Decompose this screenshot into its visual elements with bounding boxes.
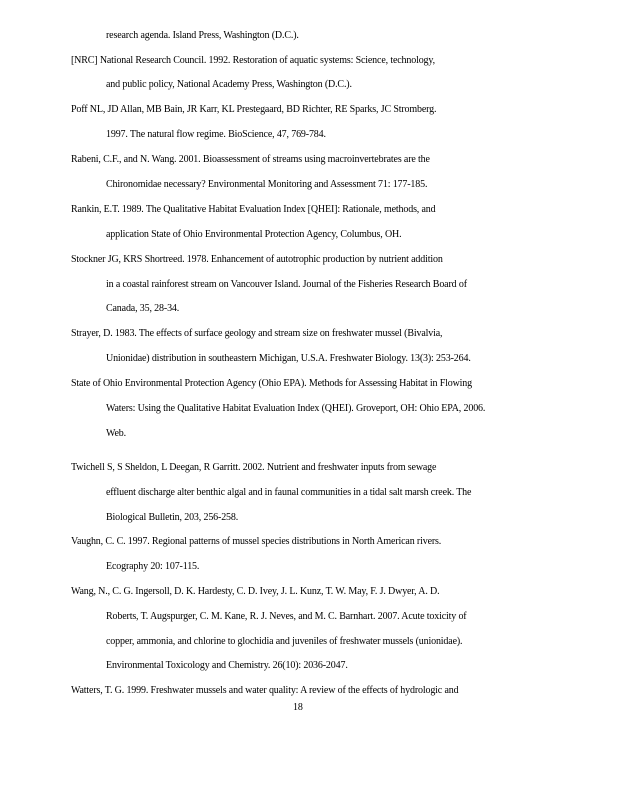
reference-line: Waters: Using the Qualitative Habitat Evaluation Index (QHEI). Groveport, OH: Ohio EPA, 2006. bbox=[106, 403, 486, 414]
reference-line: Rankin, E.T. 1989. The Qualitative Habitat Evaluation Index [QHEI]: Rationale, methods, and bbox=[71, 204, 436, 215]
reference-line: State of Ohio Environmental Protection Agency (Ohio EPA). Methods for Assessing Habitat in Flowing bbox=[71, 378, 473, 389]
reference-line: Biological Bulletin, 203, 256-258. bbox=[106, 512, 239, 523]
reference-line: Roberts, T. Augspurger, C. M. Kane, R. J. Neves, and M. C. Barnhart. 2007. Acute toxicity of bbox=[106, 611, 467, 622]
reference-line: in a coastal rainforest stream on Vancouver Island. Journal of the Fisheries Research Board of bbox=[106, 279, 467, 290]
reference-line: Poff NL, JD Allan, MB Bain, JR Karr, KL Prestegaard, BD Richter, RE Sparks, JC Stromberg. bbox=[71, 104, 437, 115]
reference-line: Vaughn, C. C. 1997. Regional patterns of mussel species distributions in North American rivers. bbox=[71, 536, 442, 547]
reference-line: 1997. The natural flow regime. BioScience, 47, 769-784. bbox=[106, 129, 326, 140]
reference-line: and public policy, National Academy Press, Washington (D.C.). bbox=[106, 79, 352, 90]
reference-line: effluent discharge alter benthic algal and in faunal communities in a tidal salt marsh creek. The bbox=[106, 487, 472, 498]
reference-line: Wang, N., C. G. Ingersoll, D. K. Hardesty, C. D. Ivey, J. L. Kunz, T. W. May, F. J. Dwyer, A. D. bbox=[71, 586, 440, 597]
reference-line: Environmental Toxicology and Chemistry. 26(10): 2036-2047. bbox=[106, 660, 348, 671]
reference-line: Twichell S, S Sheldon, L Deegan, R Garritt. 2002. Nutrient and freshwater inputs from sewage bbox=[71, 462, 437, 473]
reference-line: [NRC] National Research Council. 1992. Restoration of aquatic systems: Science, technology, bbox=[71, 55, 435, 66]
page-number: 18 bbox=[293, 702, 303, 713]
reference-line: Web. bbox=[106, 428, 126, 439]
reference-line: research agenda. Island Press, Washington (D.C.). bbox=[106, 30, 299, 41]
reference-line: Watters, T. G. 1999. Freshwater mussels and water quality: A review of the effects of hydrologic and bbox=[71, 685, 459, 696]
reference-line: Rabeni, C.F., and N. Wang. 2001. Bioassessment of streams using macroinvertebrates are the bbox=[71, 154, 430, 165]
reference-line: Strayer, D. 1983. The effects of surface geology and stream size on freshwater mussel (Bivalvia, bbox=[71, 328, 443, 339]
reference-line: Stockner JG, KRS Shortreed. 1978. Enhancement of autotrophic production by nutrient addition bbox=[71, 254, 443, 265]
reference-line: copper, ammonia, and chlorine to glochidia and juveniles of freshwater mussels (unionidae). bbox=[106, 636, 463, 647]
reference-line: Ecography 20: 107-115. bbox=[106, 561, 200, 572]
reference-line: Canada, 35, 28-34. bbox=[106, 303, 180, 314]
reference-line: application State of Ohio Environmental Protection Agency, Columbus, OH. bbox=[106, 229, 402, 240]
reference-line: Unionidae) distribution in southeastern Michigan, U.S.A. Freshwater Biology. 13(3): 253-264. bbox=[106, 353, 471, 364]
reference-line: Chironomidae necessary? Environmental Monitoring and Assessment 71: 177-185. bbox=[106, 179, 428, 190]
